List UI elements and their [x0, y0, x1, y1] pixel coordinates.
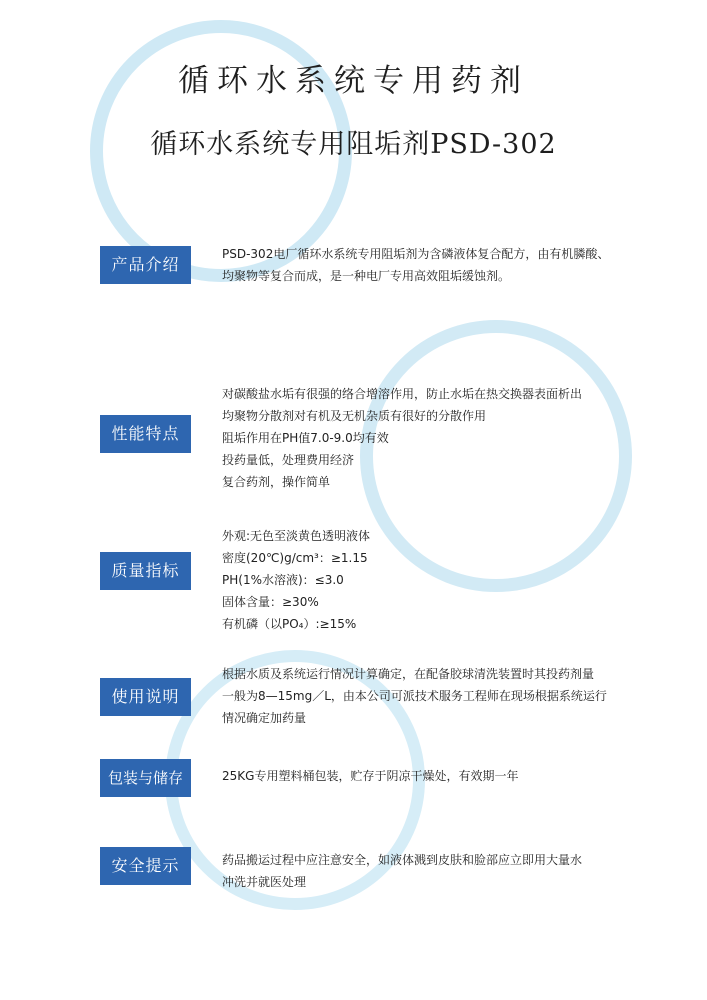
section-label-packaging: 包装与储存 [100, 759, 191, 797]
section-label-quality: 质量指标 [100, 552, 191, 590]
section-content-quality [222, 525, 642, 635]
content-line: 一般为8—15mg／L，由本公司可派技术服务工程师在现场根据系统运行 [222, 689, 607, 703]
content-line: 投药量低，处理费用经济 [222, 453, 355, 467]
content-line: 均聚物分散剂对有机及无机杂质有很好的分散作用 [222, 409, 487, 423]
section-content-packaging [222, 765, 642, 787]
section-content-features [222, 383, 642, 493]
content-line: 均聚物等复合而成，是一种电厂专用高效阻垢缓蚀剂。 [222, 269, 511, 283]
content-line: 情况确定加药量 [222, 711, 307, 725]
content-line: 根据水质及系统运行情况计算确定，在配备胶球清洗装置时其投药剂量 [222, 667, 595, 681]
content-line: 对碳酸盐水垢有很强的络合增溶作用，防止水垢在热交换器表面析出 [222, 387, 583, 401]
section-label-features: 性能特点 [100, 415, 191, 453]
section-label-intro: 产品介绍 [100, 246, 191, 284]
content-line: PH(1%水溶液)：≤3.0 [222, 573, 344, 587]
section-content-usage [222, 663, 642, 729]
page-title: 循环水系统专用药剂 [178, 63, 529, 99]
product-title: 循环水系统专用阻垢剂PSD-302 [150, 129, 557, 160]
content-line: 复合药剂，操作简单 [222, 475, 331, 489]
content-line: 密度(20℃)g/cm³：≥1.15 [222, 551, 368, 565]
section-label-usage: 使用说明 [100, 678, 191, 716]
content-line: 冲洗并就医处理 [222, 875, 307, 889]
content-line: 有机磷（以PO₄）:≥15% [222, 617, 357, 631]
content-line: 药品搬运过程中应注意安全，如液体溅到皮肤和脸部应立即用大量水 [222, 853, 583, 867]
content-line: 阻垢作用在PH值7.0-9.0均有效 [222, 431, 389, 445]
section-content-intro [222, 243, 642, 287]
section-label-safety: 安全提示 [100, 847, 191, 885]
content-line: 固体含量：≥30% [222, 595, 319, 609]
content-line: PSD-302电厂循环水系统专用阻垢剂为含磷液体复合配方，由有机膦酸、 [222, 247, 610, 261]
content-line: 外观:无色至淡黄色透明液体 [222, 529, 371, 543]
content-line: 25KG专用塑料桶包装，贮存于阴凉干燥处，有效期一年 [222, 769, 519, 783]
section-content-safety [222, 849, 642, 893]
